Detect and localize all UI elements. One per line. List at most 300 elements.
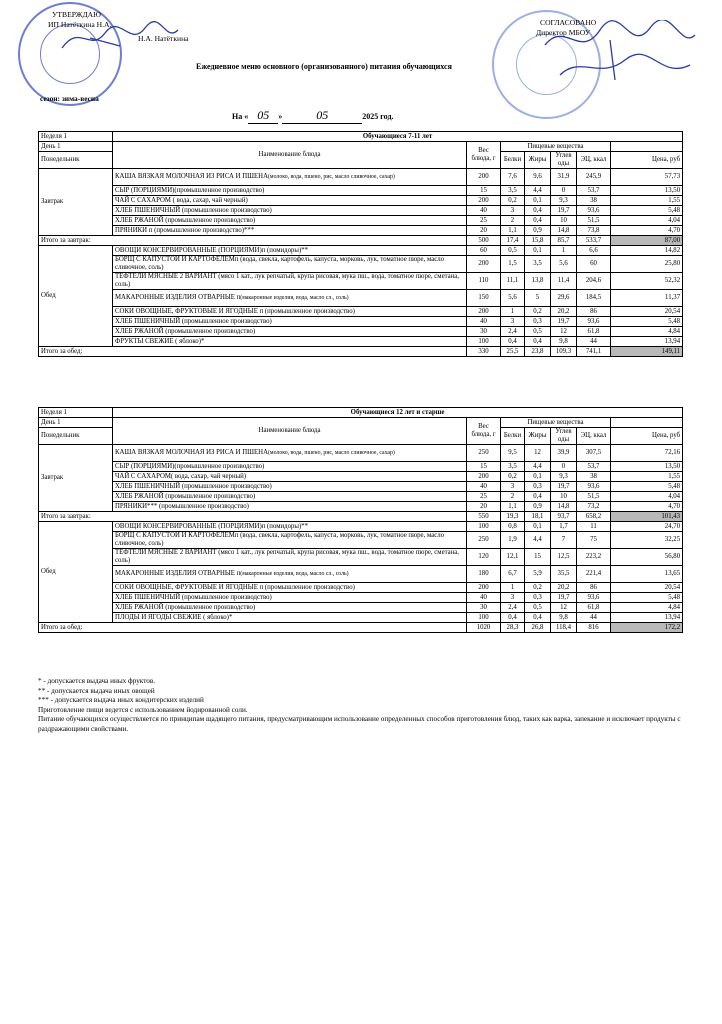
dish-name [113, 445, 467, 462]
week-label: Неделя 1 [39, 132, 113, 142]
dish-fat: 0,4 [525, 492, 551, 502]
dish-price: 5,48 [611, 317, 683, 327]
dish-protein: 0,4 [501, 613, 525, 623]
dish-title: ПРЯНИКИ п (промышленное производство)*** [115, 226, 255, 234]
dish-price: 4,84 [611, 327, 683, 337]
dish-ingredients: (молоко, вода, пшено, рис, масло сливочное, сахар) [268, 450, 395, 456]
total-label: Итого за завтрак: [39, 236, 467, 246]
approved-label: УТВЕРЖДАЮ [52, 10, 101, 19]
dish-carbs: 31,9 [551, 169, 577, 186]
dish-fat: 0,9 [525, 502, 551, 512]
dish-title: СОКИ ОВОЩНЫЕ, ФРУКТОВЫЕ И ЯГОДНЫЕ п (промышленное производство) [115, 307, 355, 315]
dish-title: СОКИ ОВОЩНЫЕ, ФРУКТОВЫЕ И ЯГОДНЫЕ п (промышленное производство) [115, 583, 355, 591]
total-protein: 25,5 [501, 347, 525, 357]
dish-price: 14,82 [611, 246, 683, 256]
group-title: Обучающиеся 7-11 лет [113, 132, 683, 142]
table-row [39, 216, 683, 226]
dish-energy: 73,2 [577, 502, 611, 512]
dish-energy: 38 [577, 472, 611, 482]
col-fat: Жиры [525, 152, 551, 169]
dish-energy: 75 [577, 532, 611, 549]
table-row [39, 226, 683, 236]
dish-weight: 30 [467, 327, 501, 337]
dish-title: ХЛЕБ ПШЕНИЧНЫЙ (промышленное производство) [115, 593, 272, 601]
dish-fat: 5 [525, 290, 551, 307]
dish-carbs: 14,8 [551, 226, 577, 236]
dish-price: 20,54 [611, 583, 683, 593]
day-label: День 1 [39, 418, 113, 428]
dish-title: КАША ВЯЗКАЯ МОЛОЧНАЯ ИЗ РИСА И ПШЕНА [115, 449, 268, 456]
header-row [39, 132, 683, 142]
dish-protein: 5,6 [501, 290, 525, 307]
dish-fat: 13,8 [525, 273, 551, 290]
dish-weight: 25 [467, 492, 501, 502]
dish-price: 5,48 [611, 593, 683, 603]
total-label: Итого за обед: [39, 623, 467, 633]
dish-fat: 4,4 [525, 186, 551, 196]
dish-fat: 4,4 [525, 462, 551, 472]
dish-price: 5,48 [611, 206, 683, 216]
dish-carbs: 9,3 [551, 472, 577, 482]
agreed-director: Директор МБОУ [536, 28, 591, 37]
dish-protein: 2 [501, 492, 525, 502]
dish-price: 13,94 [611, 613, 683, 623]
dish-weight: 150 [467, 290, 501, 307]
footnotes [38, 677, 688, 735]
dish-name [113, 566, 467, 583]
table-row [39, 593, 683, 603]
dish-ingredients: (молоко, вода, пшено, рис, масло сливочное, сахар) [268, 174, 395, 180]
dish-title: ХЛЕБ ПШЕНИЧНЫЙ (промышленное производство) [115, 482, 272, 490]
table-row [39, 186, 683, 196]
total-carbs: 93,7 [551, 512, 577, 522]
dish-name [113, 522, 467, 532]
dish-carbs: 29,6 [551, 290, 577, 307]
total-carbs: 118,4 [551, 623, 577, 633]
dish-energy: 204,6 [577, 273, 611, 290]
total-row [39, 623, 683, 633]
dish-carbs: 39,9 [551, 445, 577, 462]
dish-title: СЫР (ПОРЦИЯМИ)(промышленное производство) [115, 462, 265, 470]
dish-name [113, 603, 467, 613]
dish-name [113, 290, 467, 307]
total-weight: 500 [467, 236, 501, 246]
dish-carbs: 9,3 [551, 196, 577, 206]
dish-protein: 1 [501, 307, 525, 317]
dish-title: МАКАРОННЫЕ ИЗДЕЛИЯ ОТВАРНЫЕ п [115, 294, 241, 301]
dish-protein: 2,4 [501, 603, 525, 613]
table-row [39, 256, 683, 273]
dish-price: 13,94 [611, 337, 683, 347]
date-day: 05 [248, 108, 278, 124]
dish-energy: 93,6 [577, 206, 611, 216]
total-weight: 330 [467, 347, 501, 357]
note-fruits: * - допускается выдача иных фруктов. [38, 677, 156, 685]
dish-energy: 86 [577, 307, 611, 317]
dish-energy: 307,5 [577, 445, 611, 462]
dish-ingredients: (макаронные изделия, вода, масло сл., соль) [240, 571, 349, 577]
dish-name [113, 492, 467, 502]
dish-weight: 100 [467, 613, 501, 623]
dish-fat: 0,1 [525, 522, 551, 532]
dish-energy: 38 [577, 196, 611, 206]
dish-protein: 1,1 [501, 226, 525, 236]
total-row [39, 512, 683, 522]
table-row [39, 613, 683, 623]
dish-weight: 40 [467, 317, 501, 327]
dish-energy: 60 [577, 256, 611, 273]
dish-fat: 0,5 [525, 603, 551, 613]
table-row [39, 472, 683, 482]
dish-energy: 73,8 [577, 226, 611, 236]
dish-carbs: 20,2 [551, 583, 577, 593]
dish-title: МАКАРОННЫЕ ИЗДЕЛИЯ ОТВАРНЫЕ п [115, 570, 241, 577]
dish-fat: 0,2 [525, 583, 551, 593]
table-row [39, 206, 683, 216]
dish-name [113, 502, 467, 512]
dish-fat: 5,9 [525, 566, 551, 583]
table-row [39, 603, 683, 613]
total-energy: 741,1 [577, 347, 611, 357]
dish-fat: 4,4 [525, 532, 551, 549]
dish-price: 32,25 [611, 532, 683, 549]
dish-carbs: 19,7 [551, 206, 577, 216]
dish-name [113, 583, 467, 593]
table-row [39, 246, 683, 256]
dish-weight: 100 [467, 522, 501, 532]
total-price: 101,43 [611, 512, 683, 522]
dish-carbs: 19,7 [551, 317, 577, 327]
table-row [39, 327, 683, 337]
dish-carbs: 19,7 [551, 482, 577, 492]
dish-fat: 0,4 [525, 337, 551, 347]
dish-title: ХЛЕБ РЖАНОЙ (промышленное производство) [115, 216, 256, 224]
dish-carbs: 35,5 [551, 566, 577, 583]
menu-table-7-11 [38, 131, 683, 357]
col-nutrients: Пищевые вещества [501, 418, 611, 428]
dish-fat: 12 [525, 445, 551, 462]
table-row [39, 337, 683, 347]
total-weight: 550 [467, 512, 501, 522]
dish-name [113, 482, 467, 492]
dish-energy: 44 [577, 613, 611, 623]
dish-title: ОВОЩИ КОНСЕРВИРОВАННЫЕ (ПОРЦИЯМИ)п (помидоры)** [115, 522, 309, 530]
total-row [39, 236, 683, 246]
dish-name [113, 246, 467, 256]
total-price: 172,2 [611, 623, 683, 633]
dish-energy: 221,4 [577, 566, 611, 583]
dish-price: 13,50 [611, 186, 683, 196]
dish-price: 4,04 [611, 216, 683, 226]
dish-protein: 3 [501, 206, 525, 216]
table-row [39, 566, 683, 583]
dish-title: БОРЩ С КАПУСТОЙ И КАРТОФЕЛЕМп (вода, свекла, картофель, капуста, морковь, лук, томатное пюре, масло сливочное, соль) [115, 532, 445, 547]
dish-title: ФРУКТЫ СВЕЖИЕ ( яблоко)* [115, 337, 205, 345]
dish-protein: 0,8 [501, 522, 525, 532]
col-dish-name: Наименование блюда [113, 418, 467, 445]
dish-name [113, 613, 467, 623]
total-protein: 28,3 [501, 623, 525, 633]
table-row [39, 317, 683, 327]
dish-protein: 1,9 [501, 532, 525, 549]
meal-name: Завтрак [39, 169, 113, 236]
dish-energy: 6,6 [577, 246, 611, 256]
dish-fat: 0,9 [525, 226, 551, 236]
dish-protein: 3,5 [501, 462, 525, 472]
dish-fat: 0,1 [525, 472, 551, 482]
dish-carbs: 7 [551, 532, 577, 549]
dish-weight: 250 [467, 445, 501, 462]
note-confectionery: *** - допускается выдача иных кондитерских изделий [38, 696, 204, 705]
dish-protein: 3 [501, 317, 525, 327]
table-row [39, 522, 683, 532]
col-weight: Вес блюда, г [467, 142, 501, 169]
date-month: 05 [282, 108, 362, 124]
page-title: Ежедневное меню основного (организованного) питания обучающихся [196, 62, 452, 71]
dish-fat: 0,4 [525, 206, 551, 216]
dish-fat: 0,3 [525, 317, 551, 327]
dish-energy: 93,6 [577, 482, 611, 492]
dish-carbs: 12 [551, 603, 577, 613]
total-price: 149,11 [611, 347, 683, 357]
dish-name [113, 206, 467, 216]
dish-price: 20,54 [611, 307, 683, 317]
dish-protein: 6,7 [501, 566, 525, 583]
dish-price: 13,50 [611, 462, 683, 472]
dish-price: 13,65 [611, 566, 683, 583]
dish-carbs: 11,4 [551, 273, 577, 290]
col-fat: Жиры [525, 428, 551, 445]
dish-fat: 0,2 [525, 307, 551, 317]
dish-name [113, 317, 467, 327]
dish-price: 4,70 [611, 502, 683, 512]
dish-energy: 61,8 [577, 603, 611, 613]
dish-energy: 245,9 [577, 169, 611, 186]
dish-carbs: 12 [551, 327, 577, 337]
meal-name: Завтрак [39, 445, 113, 512]
dish-fat: 15 [525, 549, 551, 566]
dish-energy: 184,5 [577, 290, 611, 307]
dish-price: 11,37 [611, 290, 683, 307]
table-row [39, 532, 683, 549]
weekday-label: Понедельник [39, 152, 113, 169]
dish-carbs: 9,8 [551, 613, 577, 623]
dish-carbs: 20,2 [551, 307, 577, 317]
total-energy: 658,2 [577, 512, 611, 522]
col-nutrients: Пищевые вещества [501, 142, 611, 152]
dish-price: 57,73 [611, 169, 683, 186]
dish-name [113, 307, 467, 317]
table-row [39, 290, 683, 307]
menu-table-12-plus [38, 407, 683, 633]
dish-energy: 44 [577, 337, 611, 347]
header-row [39, 418, 683, 428]
dish-energy: 223,2 [577, 549, 611, 566]
total-protein: 19,3 [501, 512, 525, 522]
dish-protein: 1,1 [501, 502, 525, 512]
dish-carbs: 12,5 [551, 549, 577, 566]
dish-title: ЧАЙ С САХАРОМ ( вода, сахар, чай черный) [115, 196, 248, 204]
dish-weight: 120 [467, 549, 501, 566]
total-fat: 18,1 [525, 512, 551, 522]
col-dish-name: Наименование блюда [113, 142, 467, 169]
dish-weight: 60 [467, 246, 501, 256]
dish-energy: 11 [577, 522, 611, 532]
dish-title: ПРЯНИКИ*** (промышленное производство) [115, 502, 249, 510]
dish-title: СЫР (ПОРЦИЯМИ)(промышленное производство) [115, 186, 265, 194]
table-row [39, 482, 683, 492]
dish-fat: 0,1 [525, 246, 551, 256]
dish-ingredients: (макаронные изделия, вода, масло сл., соль) [240, 295, 349, 301]
col-carbs: Углев оды [551, 152, 577, 169]
total-energy: 816 [577, 623, 611, 633]
header-row [39, 408, 683, 418]
dish-name [113, 327, 467, 337]
dish-name [113, 549, 467, 566]
dish-protein: 0,2 [501, 196, 525, 206]
dish-weight: 30 [467, 603, 501, 613]
dish-protein: 0,2 [501, 472, 525, 482]
approved-entrepreneur: ИП Натёткина Н.А. [48, 20, 112, 29]
dish-price: 24,70 [611, 522, 683, 532]
dish-protein: 7,6 [501, 169, 525, 186]
dish-weight: 200 [467, 256, 501, 273]
col-price: Цена, руб [611, 428, 683, 445]
day-label: День 1 [39, 142, 113, 152]
dish-name [113, 169, 467, 186]
total-fat: 23,8 [525, 347, 551, 357]
meal-name: Обед [39, 246, 113, 347]
dish-name [113, 196, 467, 206]
dish-price: 52,32 [611, 273, 683, 290]
dish-protein: 1,5 [501, 256, 525, 273]
dish-carbs: 0 [551, 462, 577, 472]
col-weight: Вес блюда, г [467, 418, 501, 445]
dish-price: 4,84 [611, 603, 683, 613]
dish-protein: 3 [501, 593, 525, 603]
dish-weight: 20 [467, 502, 501, 512]
dish-name [113, 472, 467, 482]
dish-weight: 200 [467, 169, 501, 186]
dish-name [113, 186, 467, 196]
dish-energy: 53,7 [577, 186, 611, 196]
total-carbs: 85,7 [551, 236, 577, 246]
dish-fat: 0,5 [525, 327, 551, 337]
dish-protein: 11,1 [501, 273, 525, 290]
dish-name [113, 462, 467, 472]
dish-weight: 200 [467, 196, 501, 206]
dish-carbs: 19,7 [551, 593, 577, 603]
dish-protein: 3,5 [501, 186, 525, 196]
col-price-spacer [611, 418, 683, 428]
total-carbs: 109,3 [551, 347, 577, 357]
dish-title: КАША ВЯЗКАЯ МОЛОЧНАЯ ИЗ РИСА И ПШЕНА [115, 173, 268, 180]
dish-title: ЧАЙ С САХАРОМ( вода, сахар, чай черный) [115, 472, 247, 480]
note-iodized-salt: Приготовление пищи ведется с использованием йодированной соли. [38, 705, 248, 714]
dish-weight: 15 [467, 462, 501, 472]
dish-protein: 3 [501, 482, 525, 492]
dish-protein: 0,4 [501, 337, 525, 347]
note-gentle-diet: Питание обучающихся осуществляется по принципам щадящего питания, предусматривающим использование определенных способов приготовления блюд, таких как варка, запекание и исключает продукты с раздражающими свойствами. [38, 715, 681, 733]
table-row [39, 307, 683, 317]
group-title: Обучающиеся 12 лет и старше [113, 408, 683, 418]
dish-weight: 100 [467, 337, 501, 347]
dish-carbs: 5,6 [551, 256, 577, 273]
total-row [39, 347, 683, 357]
dish-weight: 40 [467, 206, 501, 216]
dish-carbs: 14,8 [551, 502, 577, 512]
dish-protein: 2 [501, 216, 525, 226]
total-fat: 26,8 [525, 623, 551, 633]
col-protein: Белки [501, 152, 525, 169]
dish-protein: 2,4 [501, 327, 525, 337]
dish-energy: 93,6 [577, 593, 611, 603]
table-row [39, 196, 683, 206]
dish-weight: 40 [467, 482, 501, 492]
dish-price: 1,55 [611, 472, 683, 482]
menu-date: На « 05 » 05 2025 год. [232, 108, 394, 122]
agreed-label: СОГЛАСОВАНО [540, 18, 597, 27]
table-row [39, 492, 683, 502]
dish-weight: 110 [467, 273, 501, 290]
dish-weight: 200 [467, 307, 501, 317]
meal-name: Обед [39, 522, 113, 623]
dish-weight: 250 [467, 532, 501, 549]
dish-fat: 0,3 [525, 482, 551, 492]
dish-title: БОРЩ С КАПУСТОЙ И КАРТОФЕЛЕМп (вода, свекла, картофель, капуста, морковь, лук, томатное пюре, масло сливочное, соль) [115, 256, 445, 271]
dish-name [113, 337, 467, 347]
dish-carbs: 1,7 [551, 522, 577, 532]
table-row [39, 502, 683, 512]
dish-fat: 0,3 [525, 593, 551, 603]
table-row [39, 169, 683, 186]
dish-price: 1,55 [611, 196, 683, 206]
dish-price: 56,80 [611, 549, 683, 566]
dish-name [113, 593, 467, 603]
dish-weight: 15 [467, 186, 501, 196]
dish-price: 4,04 [611, 492, 683, 502]
table-row [39, 462, 683, 472]
season-label: сезон: зима-весна [40, 94, 99, 103]
dish-price: 4,70 [611, 226, 683, 236]
total-energy: 533,7 [577, 236, 611, 246]
total-weight: 1020 [467, 623, 501, 633]
dish-weight: 180 [467, 566, 501, 583]
dish-title: ОВОЩИ КОНСЕРВИРОВАННЫЕ (ПОРЦИЯМИ)п (помидоры)** [115, 246, 309, 254]
header-row [39, 142, 683, 152]
weekday-label: Понедельник [39, 428, 113, 445]
dish-protein: 12,1 [501, 549, 525, 566]
dish-energy: 51,5 [577, 492, 611, 502]
dish-energy: 61,8 [577, 327, 611, 337]
dish-carbs: 1 [551, 246, 577, 256]
dish-title: ХЛЕБ ПШЕНИЧНЫЙ (промышленное производство) [115, 206, 272, 214]
total-label: Итого за обед: [39, 347, 467, 357]
col-energy: ЭЦ, ккал [577, 428, 611, 445]
total-protein: 17,4 [501, 236, 525, 246]
total-fat: 15,8 [525, 236, 551, 246]
dish-title: ХЛЕБ РЖАНОЙ (промышленное производство) [115, 327, 256, 335]
dish-title: ТЕФТЕЛИ МЯСНЫЕ 2 ВАРИАНТ (мясо 1 кат., лук репчатый, крупа рисовая, мука пш., вода, томатное пюре, сметана, соль) [115, 549, 460, 564]
dish-energy: 86 [577, 583, 611, 593]
dish-weight: 25 [467, 216, 501, 226]
dish-fat: 0,1 [525, 196, 551, 206]
dish-carbs: 10 [551, 492, 577, 502]
dish-energy: 51,5 [577, 216, 611, 226]
dish-title: ХЛЕБ РЖАНОЙ (промышленное производство) [115, 492, 256, 500]
table-row [39, 549, 683, 566]
dish-name [113, 256, 467, 273]
